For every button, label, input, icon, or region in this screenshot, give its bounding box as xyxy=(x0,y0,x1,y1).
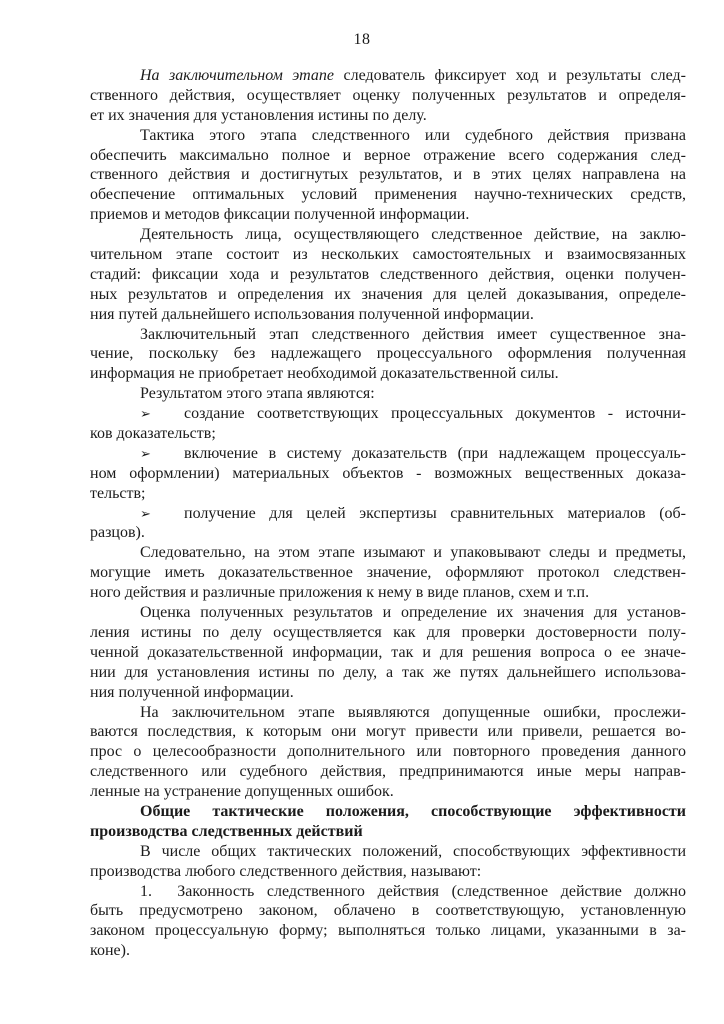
text-line xyxy=(90,404,686,424)
text-segment: ваются последствия, к которым они могут привести или привели, решается во- xyxy=(90,723,686,741)
text-segment: приемов и методов фиксации полученной информации. xyxy=(90,206,470,224)
text-line xyxy=(90,285,686,305)
text-line xyxy=(90,364,686,384)
text-segment: ленные на устранение допущенных ошибок. xyxy=(90,783,394,801)
text-segment: законом процессуальную форму; выполняться только лицами, указанными в за- xyxy=(90,922,686,940)
text-segment: ления истины по делу осуществляется как для проверки достоверности полу- xyxy=(90,623,686,641)
text-line xyxy=(90,504,686,524)
text-segment: ном оформлении) материальных объектов - возможных вещественных доказа- xyxy=(90,464,686,482)
text-segment: Результатом этого этапа являются: xyxy=(140,385,375,403)
text-line xyxy=(90,86,686,106)
bullet-arrow-icon: ➢ xyxy=(140,446,151,462)
text-line xyxy=(90,941,686,961)
text-line xyxy=(90,464,686,484)
text-segment: нии для установления истины по делу, а так же путях дальнейшего использова- xyxy=(90,663,686,681)
text-line xyxy=(90,185,686,205)
text-segment: ет их значения для установления истины по делу. xyxy=(90,106,427,124)
text-line xyxy=(90,703,686,723)
text-line xyxy=(90,66,686,86)
text-line xyxy=(90,742,686,762)
text-line xyxy=(90,643,686,663)
text-segment: ных результатов и определения их значения для целей доказывания, определе- xyxy=(90,285,686,303)
text-segment: тельств; xyxy=(90,484,146,502)
paragraph xyxy=(90,842,686,882)
text-segment: ного действия и различные приложения к нему в виде планов, схем и т.п. xyxy=(90,584,590,602)
text-line xyxy=(90,762,686,782)
text-segment: Следовательно, на этом этапе изымают и упаковывают следы и предметы, xyxy=(140,544,686,562)
section-heading xyxy=(90,802,686,842)
text-line xyxy=(90,802,686,822)
text-line xyxy=(90,583,686,603)
paragraph xyxy=(90,882,686,962)
text-line xyxy=(90,523,686,543)
paragraph xyxy=(90,384,686,404)
text-line xyxy=(90,344,686,364)
text-segment: получение для целей экспертизы сравнительных материалов (об- xyxy=(184,504,686,522)
text-segment: включение в систему доказательств (при надлежащем процессуаль- xyxy=(184,444,686,462)
text-line xyxy=(90,683,686,703)
bullet-arrow-icon: ➢ xyxy=(140,506,151,522)
text-segment: следователь фиксирует ход и результаты след- xyxy=(334,67,686,84)
text-segment: ственного действия и достигнутых результатов, и в этих целях направлена на xyxy=(90,166,686,184)
text-segment: разцов). xyxy=(90,524,145,542)
paragraph xyxy=(90,703,686,802)
text-line xyxy=(90,444,686,464)
text-segment: чительном этапе состоит из нескольких самостоятельных и взаимосвязанных xyxy=(90,246,686,264)
text-line xyxy=(90,722,686,742)
text-segment: ченной доказательственной информации, так и для решения вопроса о ее значе- xyxy=(90,643,686,661)
text-line xyxy=(90,245,686,265)
text-line xyxy=(90,563,686,583)
paragraph xyxy=(90,225,686,324)
text-line xyxy=(90,842,686,862)
text-segment: Деятельность лица, осуществляющего следственное действие, на заклю- xyxy=(140,226,686,244)
text-segment: Общие тактические положения, способствующие эффективности xyxy=(140,802,686,820)
text-segment: ния путей дальнейшего использования полученной информации. xyxy=(90,305,534,323)
text-line xyxy=(90,543,686,563)
text-segment: производства следственных действий xyxy=(90,822,363,840)
text-segment: ков доказательств; xyxy=(90,425,216,443)
text-line xyxy=(90,603,686,623)
paragraph xyxy=(90,543,686,603)
text-segment: прос о целесообразности дополнительного или повторного проведения данного xyxy=(90,743,686,761)
text-line xyxy=(90,782,686,802)
text-segment: Оценка полученных результатов и определение их значения для установ- xyxy=(140,604,686,622)
page-number: 18 xyxy=(353,31,371,48)
text-line xyxy=(90,901,686,921)
text-line xyxy=(90,822,686,842)
text-segment: Тактика этого этапа следственного или судебного действия призвана xyxy=(140,126,686,144)
bullet-item xyxy=(90,504,686,544)
bullet-arrow-icon: ➢ xyxy=(140,407,151,423)
text-segment: ния полученной информации. xyxy=(90,683,294,701)
text-segment: производства любого следственного действия, называют: xyxy=(90,862,482,880)
paragraph xyxy=(90,325,686,385)
text-segment: обеспечить максимально полное и верное отражение всего содержания след- xyxy=(90,146,686,164)
text-segment: обеспечение оптимальных условий применения научно-технических средств, xyxy=(90,186,686,204)
text-line xyxy=(90,106,686,126)
paragraph xyxy=(90,603,686,702)
text-segment: могущие иметь доказательственное значение, оформляют протокол следствен- xyxy=(90,564,686,582)
page-content xyxy=(90,66,686,961)
text-line xyxy=(90,305,686,325)
text-segment: 1. Законность следственного действия (следственное действие должно xyxy=(140,882,686,900)
text-segment: чение, поскольку без надлежащего процессуального оформления полученная xyxy=(90,345,686,363)
paragraph xyxy=(90,66,686,126)
paragraph xyxy=(90,126,686,225)
text-segment: стадий: фиксации хода и результатов следственного действия, оценки получен- xyxy=(90,265,686,283)
text-line xyxy=(90,265,686,285)
text-segment: информация не приобретает необходимой доказательственной силы. xyxy=(90,365,559,383)
text-line xyxy=(90,882,686,902)
text-line xyxy=(90,484,686,504)
bullet-item xyxy=(90,444,686,504)
text-segment: создание соответствующих процессуальных документов - источни- xyxy=(184,405,686,423)
text-line xyxy=(90,146,686,166)
text-line xyxy=(90,424,686,444)
text-segment: следственного или судебного действия, предпринимаются иные меры направ- xyxy=(90,763,686,781)
text-line xyxy=(90,623,686,643)
text-line xyxy=(90,663,686,683)
text-segment: ственного действия, осуществляет оценку полученных результатов и определя- xyxy=(90,86,686,104)
bullet-item xyxy=(90,404,686,444)
text-line xyxy=(90,325,686,345)
text-segment: Заключительный этап следственного действия имеет существенное зна- xyxy=(140,325,686,343)
text-segment: В числе общих тактических положений, способствующих эффективности xyxy=(140,842,686,860)
text-line xyxy=(90,384,686,404)
text-line xyxy=(90,921,686,941)
text-line xyxy=(90,205,686,225)
text-segment: На заключительном этапе выявляются допущенные ошибки, прослежи- xyxy=(140,703,686,721)
text-line xyxy=(90,165,686,185)
text-segment: быть предусмотрено законом, облачено в соответствующую, установленную xyxy=(90,902,686,920)
text-line xyxy=(90,862,686,882)
text-segment: коне). xyxy=(90,942,130,960)
text-line xyxy=(90,126,686,146)
text-line xyxy=(90,225,686,245)
text-segment: На заключительном этапе xyxy=(140,67,334,84)
